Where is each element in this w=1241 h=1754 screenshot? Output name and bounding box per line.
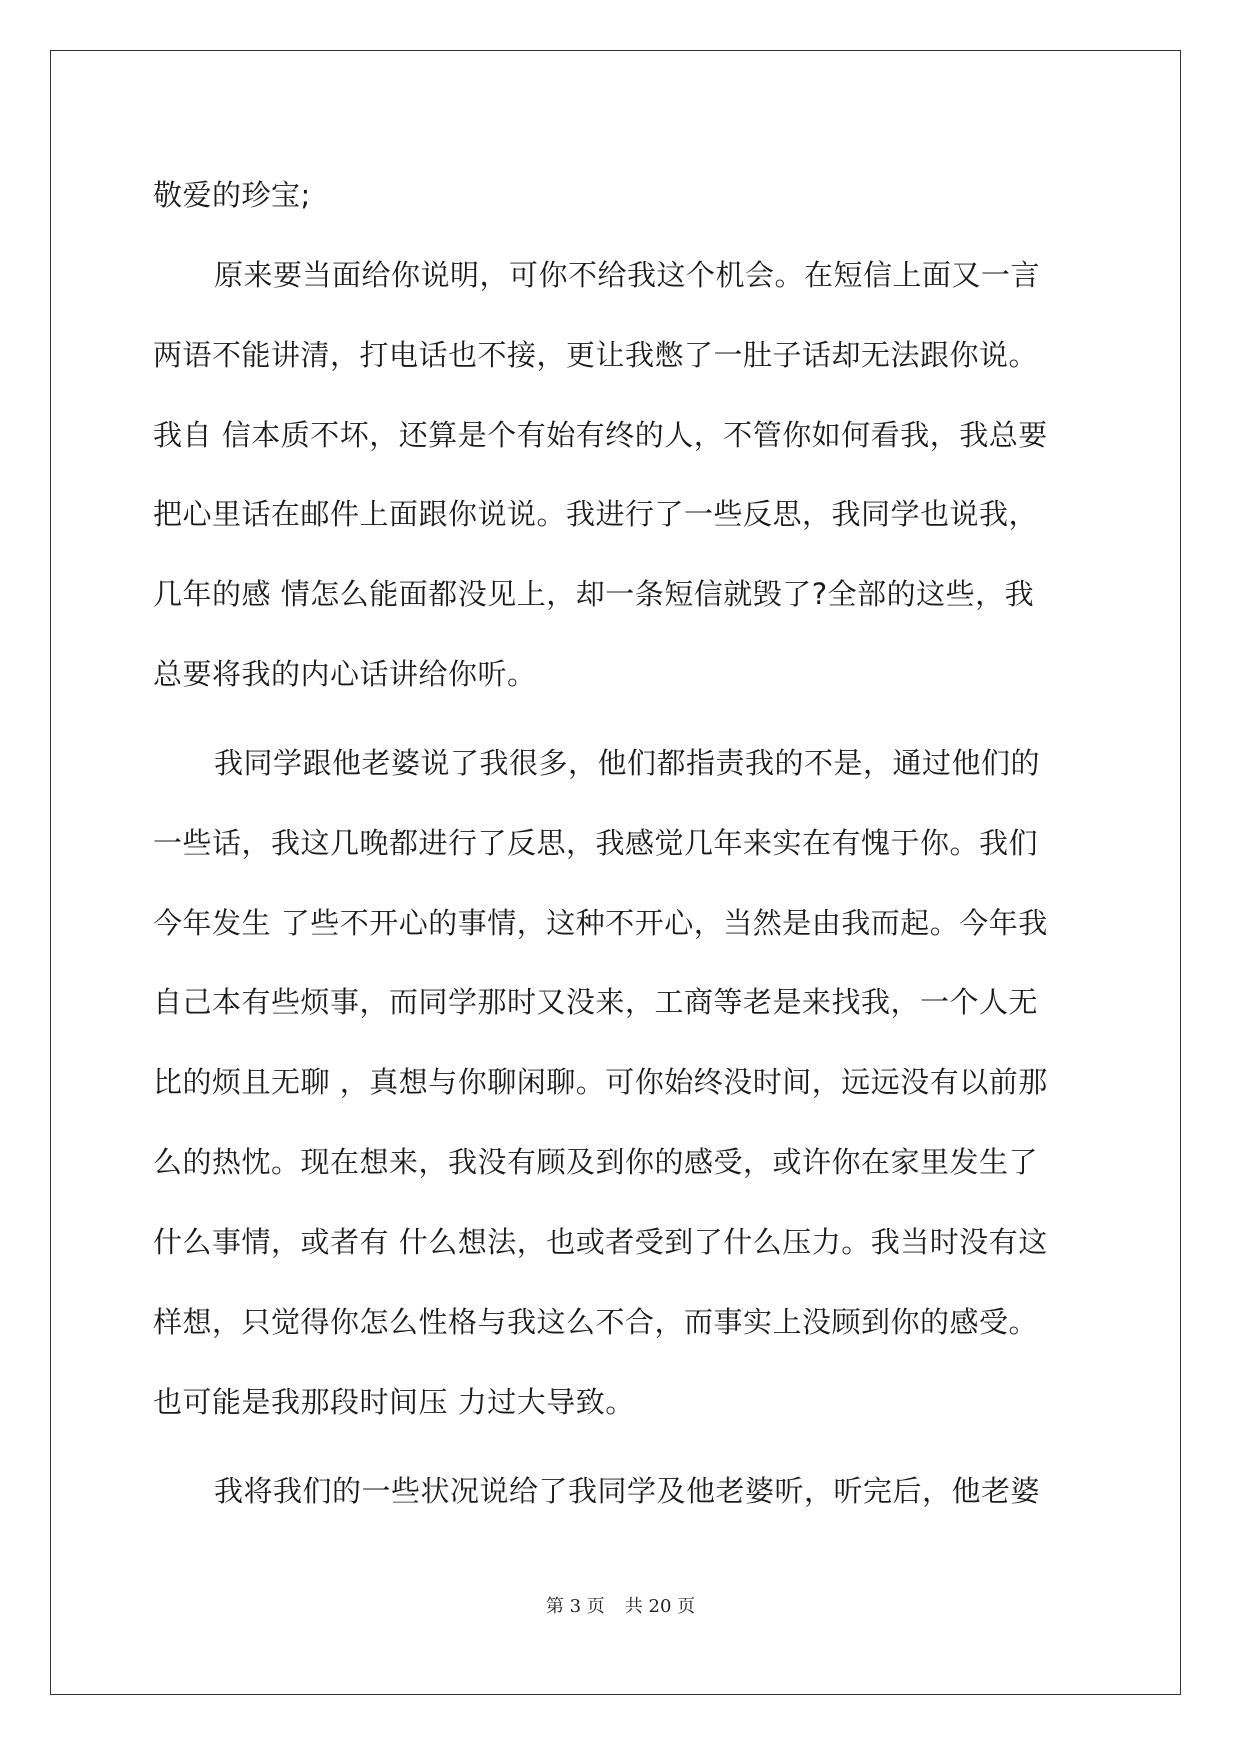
document-line: 把心里话在邮件上面跟你说说。我进行了一些反思，我同学也说我， bbox=[153, 497, 1039, 531]
document-line: 一些话，我这几晚都进行了反思，我感觉几年来实在有愧于你。我们 bbox=[153, 826, 1039, 860]
document-line: 我将我们的一些状况说给了我同学及他老婆听，听完后，他老婆 bbox=[214, 1474, 1041, 1508]
page-number: 第 3 页 bbox=[545, 1596, 605, 1617]
document-line: 原来要当面给你说明，可你不给我这个机会。在短信上面又一言 bbox=[214, 258, 1041, 292]
page-border bbox=[50, 50, 1181, 1695]
document-line: 比的烦且无聊 ，真想与你聊闲聊。可你始终没时间，远远没有以前那 bbox=[153, 1065, 1048, 1099]
document-line: 今年发生 了些不开心的事情，这种不开心，当然是由我而起。今年我 bbox=[153, 906, 1048, 940]
document-line: 样想，只觉得你怎么性格与我这么不合，而事实上没顾到你的感受。 bbox=[153, 1305, 1039, 1339]
document-line: 么的热忱。现在想来，我没有顾及到你的感受，或许你在家里发生了 bbox=[153, 1145, 1039, 1179]
document-line: 自己本有些烦事，而同学那时又没来，工商等老是来找我，一个人无 bbox=[153, 985, 1039, 1019]
document-line: 总要将我的内心话讲给你听。 bbox=[153, 657, 537, 691]
document-line: 几年的感 情怎么能面都没见上，却一条短信就毁了?全部的这些，我 bbox=[153, 577, 1035, 611]
document-line: 两语不能讲清，打电话也不接，更让我憋了一肚子话却无法跟你说。 bbox=[153, 338, 1039, 372]
document-line: 敬爱的珍宝; bbox=[153, 178, 311, 212]
document-line: 我同学跟他老婆说了我很多，他们都指责我的不是，通过他们的 bbox=[214, 746, 1041, 780]
document-line: 什么事情，或者有 什么想法，也或者受到了什么压力。我当时没有这 bbox=[153, 1225, 1048, 1259]
document-line: 我自 信本质不坏，还算是个有始有终的人，不管你如何看我，我总要 bbox=[153, 418, 1048, 452]
page-total: 共 20 页 bbox=[624, 1596, 696, 1617]
page-footer bbox=[0, 1592, 1241, 1618]
document-line: 也可能是我那段时间压 力过大导致。 bbox=[153, 1385, 635, 1419]
